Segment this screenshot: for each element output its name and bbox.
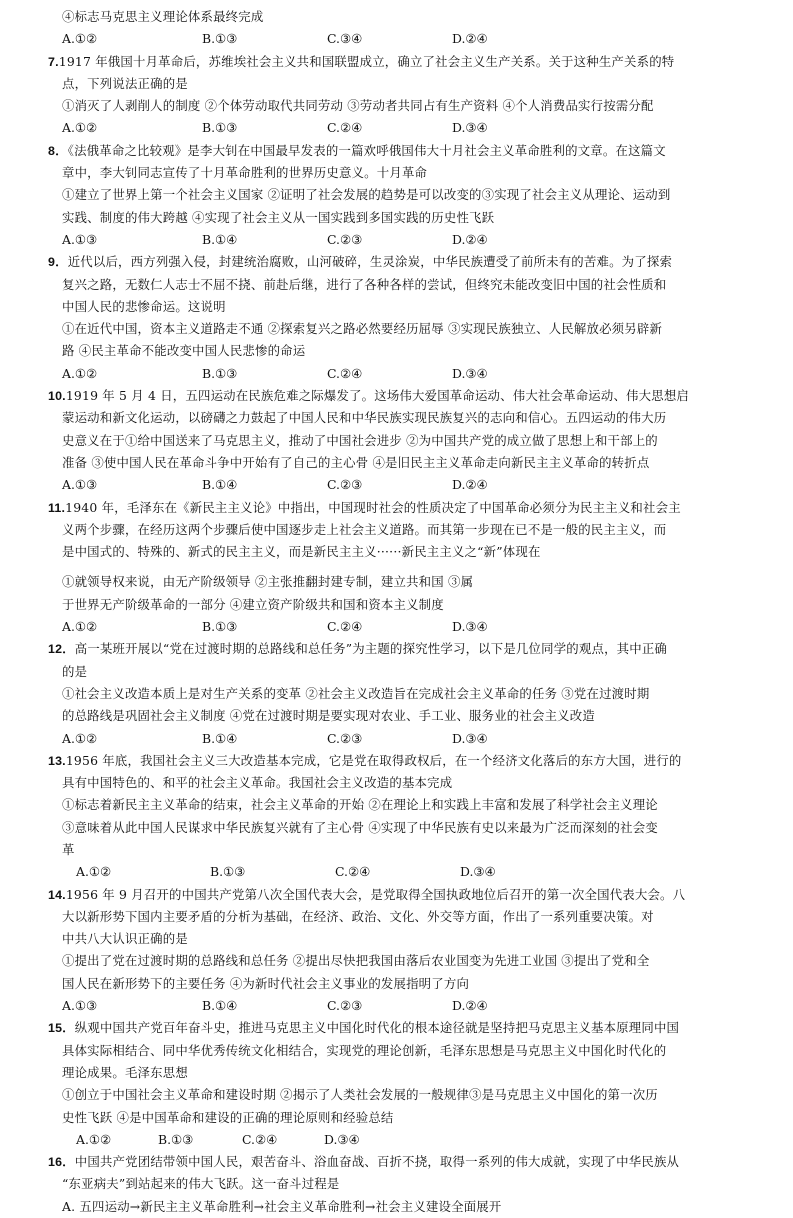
- option-c[interactable]: C.②③: [327, 231, 363, 247]
- question-10: [48, 385, 763, 496]
- answer-options: [62, 995, 763, 1017]
- question-16: [48, 1151, 763, 1218]
- question-text: 1917 年俄国十月革命后，苏维埃社会主义共和国联盟成立，确立了社会主义生产关系。关于这种生产关系的特: [58, 53, 675, 69]
- option-c[interactable]: C.②④: [327, 365, 363, 381]
- option-d[interactable]: D.③④: [460, 864, 496, 880]
- choice-statements: 实践、制度的伟大跨越 ④实现了社会主义从一国实践到多国实践的历史性飞跃: [62, 209, 495, 225]
- question-text: 近代以后，西方列强入侵，封建统治腐败，山河破碎，生灵涂炭，中华民族遭受了前所未有的苦难。为了探索: [67, 254, 673, 270]
- question-text: 中共八大认识正确的是: [62, 931, 188, 947]
- choice-statements: 国人民在新形势下的主要任务 ④为新时代社会主义事业的发展指明了方向: [62, 975, 470, 991]
- option-b[interactable]: B.①④: [202, 998, 238, 1014]
- question-13: [48, 750, 763, 884]
- question-15: [48, 1017, 763, 1151]
- answer-options: [62, 861, 763, 883]
- question-text: 《法俄革命之比较观》是李大钊在中国最早发表的一篇欢呼俄国伟大十月社会主义革命胜利的文章。在这篇文: [67, 142, 666, 158]
- question-6-tail: [62, 6, 763, 51]
- option-b[interactable]: B.①④: [202, 477, 238, 493]
- answer-options: [62, 728, 763, 750]
- option-d[interactable]: D.②④: [452, 477, 488, 493]
- option-b[interactable]: B.①③: [202, 365, 238, 381]
- question-number: 15．: [48, 1021, 75, 1036]
- choice-statements: 路 ④民主革命不能改变中国人民悲惨的命运: [62, 343, 306, 359]
- question-text: 具有中国特色的、和平的社会主义革命。我国社会主义改造的基本完成: [62, 775, 453, 791]
- question-7: [48, 51, 763, 140]
- choice-statements: 的总路线是巩固社会主义制度 ④党在过渡时期是要实现对农业、手工业、服务业的社会主义改造: [62, 708, 595, 724]
- choice-statements: ①标志着新民主主义革命的结束，社会主义革命的开始 ②在理论上和实践上丰富和发展了科学社会主义理论: [62, 797, 658, 813]
- question-12: [48, 638, 763, 749]
- option-d[interactable]: D.③④: [452, 619, 488, 635]
- question-14: [48, 884, 763, 1018]
- question-text: 理论成果。毛泽东思想: [62, 1064, 188, 1080]
- choice-statements: 史意义在于①给中国送来了马克思主义，推动了中国社会进步 ②为中国共产党的成立做了思想上和干部上的: [62, 432, 658, 448]
- question-9: [48, 251, 763, 385]
- answer-options: [62, 117, 763, 139]
- choice-statements: ①创立于中国社会主义革命和建设时期 ②揭示了人类社会发展的一般规律③是马克思主义中国化的第一次历: [62, 1087, 658, 1103]
- question-number: 8．: [48, 143, 68, 158]
- option-c[interactable]: C.②④: [327, 120, 363, 136]
- question-number: 12．: [48, 642, 75, 657]
- option-a[interactable]: A.①②: [62, 120, 98, 136]
- choice-statements: ①提出了党在过渡时期的总路线和总任务 ②提出尽快把我国由落后农业国变为先进工业国 ③提出了党和全: [62, 953, 650, 969]
- question-text: 复兴之路，无数仁人志士不屈不挠、前赴后继，进行了各种各样的尝试，但终究未能改变旧中国的社会性质和: [62, 276, 667, 292]
- option-a[interactable]: A.①②: [62, 365, 98, 381]
- question-text: 1956 年底，我国社会主义三大改造基本完成，它是党在取得政权后，在一个经济文化落后的东方大国，进行的: [65, 752, 682, 768]
- question-text: 大以新形势下国内主要矛盾的分析为基础，在经济、政治、文化、外交等方面，作出了一系列重要决策。对: [62, 908, 654, 924]
- choice-statements: 于世界无产阶级革命的一部分 ④建立资产阶级共和国和资本主义制度: [62, 596, 444, 612]
- question-number: 14.: [48, 887, 66, 902]
- option-d[interactable]: D.②④: [452, 31, 488, 47]
- answer-options: [62, 1129, 763, 1151]
- choice-statements: 准备 ③使中国人民在革命斗争中开始有了自己的主心骨 ④是旧民主主义革命走向新民主主义革命的转折点: [62, 454, 650, 470]
- option-d[interactable]: D.③④: [324, 1131, 360, 1147]
- option-a[interactable]: A. 五四运动→新民主主义革命胜利→社会主义革命胜利→社会主义建设全面展开: [62, 1198, 502, 1214]
- option-b[interactable]: B.①③: [202, 619, 238, 635]
- option-c[interactable]: C.③④: [327, 31, 363, 47]
- question-text: 中国共产党团结带领中国人民，艰苦奋斗、浴血奋战、百折不挠，取得一系列的伟大成就，实现了中华民族从: [74, 1154, 680, 1170]
- option-a[interactable]: A.①②: [62, 619, 98, 635]
- choice-statements: 史性飞跃 ④是中国革命和建设的正确的理论原则和经验总结: [62, 1109, 394, 1125]
- choice-statements: ①社会主义改造本质上是对生产关系的变革 ②社会主义改造旨在完成社会主义革命的任务 ③党在过渡时期: [62, 685, 650, 701]
- question-text: 是中国式的、特殊的、新式的民主主义，而是新民主主义······新民主主义之“新”体现在: [62, 544, 541, 560]
- option-c[interactable]: C.②③: [327, 730, 363, 746]
- question-text: 中国人民的悲惨命运。这说明: [62, 298, 226, 314]
- option-d[interactable]: D.③④: [452, 365, 488, 381]
- question-text: 1919 年 5 月 4 日，五四运动在民族危难之际爆发了。这场伟大爱国革命运动、伟大社会革命运动、伟大思想启: [65, 388, 690, 404]
- question-8: [48, 140, 763, 251]
- option-c[interactable]: C.②③: [327, 477, 363, 493]
- option-b[interactable]: B.①③: [202, 120, 238, 136]
- question-number: 9．: [48, 255, 68, 270]
- question-text: 1940 年，毛泽东在《新民主主义论》中指出，中国现时社会的性质决定了中国革命必须分为民主主义和社会主: [65, 499, 681, 515]
- option-a[interactable]: A.①③: [62, 477, 98, 493]
- question-text: 纵观中国共产党百年奋斗史，推进马克思主义中国化时代化的根本途径就是坚持把马克思主义基本原理同中国: [74, 1020, 680, 1036]
- option-b[interactable]: B.①③: [210, 864, 246, 880]
- option-b[interactable]: B.①③: [202, 31, 238, 47]
- answer-options: [62, 616, 763, 638]
- choice-statements: ①在近代中国，资本主义道路走不通 ②探索复兴之路必然要经历屈辱 ③实现民族独立、人民解放必须另辟新: [62, 321, 663, 337]
- choice-statements: ①消灭了人剥削人的制度 ②个体劳动取代共同劳动 ③劳动者共同占有生产资料 ④个人消费品实行按需分配: [62, 98, 654, 114]
- question-number: 16．: [48, 1155, 75, 1170]
- answer-options: [62, 363, 763, 385]
- question-text: 义两个步骤，在经历这两个步骤后使中国逐步走上社会主义道路。而其第一步现在已不是一般的民主主义，而: [62, 521, 667, 537]
- option-d[interactable]: D.③④: [452, 730, 488, 746]
- choice-statements: ①就领导权来说，由无产阶级领导 ②主张推翻封建专制，建立共和国 ③属: [62, 574, 474, 590]
- option-c[interactable]: C.②④: [327, 619, 363, 635]
- choice-statement: ④标志马克思主义理论体系最终完成: [62, 9, 264, 24]
- option-d[interactable]: D.③④: [452, 120, 488, 136]
- question-text: 点，下列说法正确的是: [62, 75, 188, 91]
- option-a[interactable]: A.①②: [76, 864, 112, 880]
- question-number: 7.: [48, 54, 59, 69]
- option-a[interactable]: A.①②: [76, 1131, 112, 1147]
- option-a[interactable]: A.①③: [62, 998, 98, 1014]
- option-a[interactable]: A.①③: [62, 231, 98, 247]
- answer-options: [62, 28, 763, 50]
- choice-statements: ③意味着从此中国人民谋求中华民族复兴就有了主心骨 ④实现了中华民族有史以来最为广泛而深刻的社会变: [62, 819, 658, 835]
- question-text: 章中，李大钊同志宣传了十月革命胜利的世界历史意义。十月革命: [62, 165, 428, 181]
- option-c[interactable]: C.②③: [327, 998, 363, 1014]
- answer-options: [62, 474, 763, 496]
- question-number: 10.: [48, 389, 66, 404]
- question-11: [48, 497, 763, 639]
- spacer: [62, 563, 763, 571]
- option-a[interactable]: A.①②: [62, 31, 98, 47]
- option-a[interactable]: A.①②: [62, 730, 98, 746]
- question-text: 蒙运动和新文化运动，以磅礴之力鼓起了中国人民和中华民族实现民族复兴的志向和信心。五四运动的伟大历: [62, 410, 667, 426]
- question-text: “东亚病夫”到站起来的伟大飞跃。这一奋斗过程是: [62, 1176, 340, 1192]
- question-text: 具体实际相结合、同中华优秀传统文化相结合，实现党的理论创新，毛泽东思想是马克思主义中国化时代化的: [62, 1042, 667, 1058]
- question-text: 高一某班开展以“党在过渡时期的总路线和总任务”为主题的探究性学习，以下是几位同学的观点，其中正确: [74, 641, 668, 657]
- question-text: 的是: [62, 663, 88, 679]
- option-d[interactable]: D.②④: [452, 231, 488, 247]
- option-b[interactable]: B.①④: [202, 231, 238, 247]
- answer-options: [62, 229, 763, 251]
- question-number: 13.: [48, 753, 66, 768]
- question-text: 1956 年 9 月召开的中国共产党第八次全国代表大会，是党取得全国执政地位后召开的第一次全国代表大会。八: [65, 886, 686, 902]
- option-b[interactable]: B.①③: [158, 1131, 194, 1147]
- question-number: 11.: [48, 500, 66, 515]
- option-c[interactable]: C.②④: [335, 864, 371, 880]
- choice-statements: 革: [62, 841, 75, 857]
- option-d[interactable]: D.②④: [452, 998, 488, 1014]
- option-c[interactable]: C.②④: [242, 1131, 278, 1147]
- option-b[interactable]: B.①④: [202, 730, 238, 746]
- choice-statements: ①建立了世界上第一个社会主义国家 ②证明了社会发展的趋势是可以改变的③实现了社会主义从理论、运动到: [62, 187, 671, 203]
